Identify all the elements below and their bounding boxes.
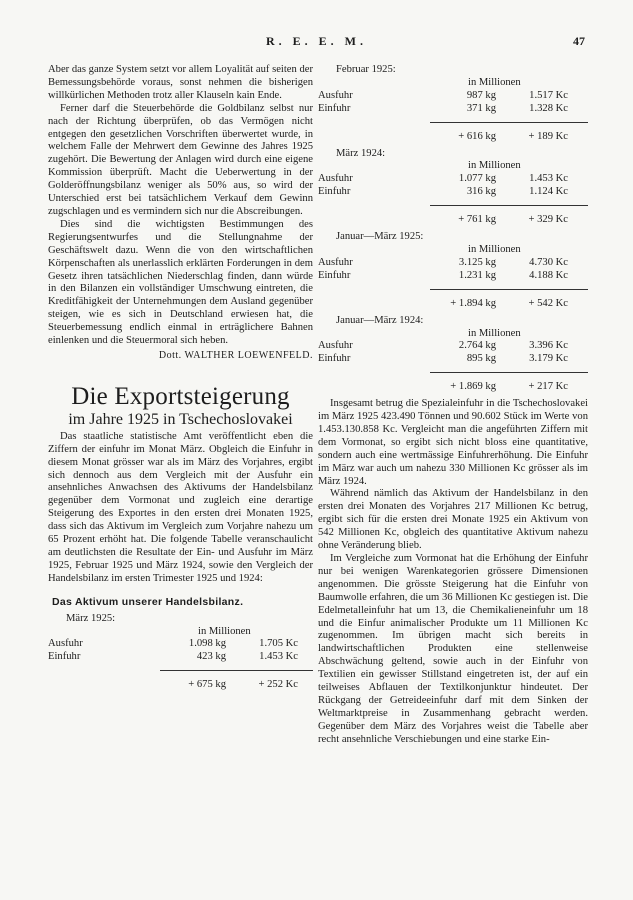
- table-title: Das Aktivum unserer Handelsbilanz.: [52, 595, 244, 608]
- table-row: [318, 173, 588, 186]
- paragraph: Dies sind die wichtigsten Bestimmungen des Regierungsentwurfes und die Stellungnahme der Geschäftswelt dazu. Wenn die von den wirtschaftlichen Körpenschaften als unerlasslich erklärten Forderungen in dem Gesetz ihren tatsächlichen Niederschlag finden, dann würde in den Bilanzen ein vollständiger Umschwung eintreten, die Kreditfähigkeit der Unternehmungen dem Ausland gegenüber steigen, wie es sich in Deutschland erwiesen hat, die Steuerbemessung endlich einmal in erträglichere Bahnen einlenken und die Steuermoral sich heben.: [48, 218, 313, 347]
- row-label: Ausfuhr: [318, 256, 353, 268]
- table-period: Januar—März 1925:: [336, 231, 424, 243]
- row-kc: 1.328 Kc: [529, 102, 568, 114]
- trade-table-maerz-1924: [318, 148, 588, 228]
- sum-kc: + 542 Kc: [528, 297, 568, 309]
- trade-table-q1-1924: [318, 315, 588, 395]
- page-header: [0, 34, 633, 50]
- table-row: [318, 186, 588, 199]
- table-unit: in Millionen: [468, 327, 521, 339]
- row-kg: 1.098 kg: [188, 638, 226, 650]
- row-kc: 4.730 Kc: [529, 256, 568, 268]
- table-row: [318, 353, 588, 366]
- article-subheadline: im Jahre 1925 in Tschechoslovakei: [68, 410, 293, 428]
- paragraph: Während nämlich das Aktivum der Handelsbilanz in den ersten drei Monaten des Vorjahres 217 Millionen Kc betrug, ergibt sich für die ersten drei Monate 1925 ein Aktivum von 542 Millionen Kc, obgleich des quantitative Aktivum nahezu ohne Veränderung blieb.: [318, 488, 588, 552]
- table-period: März 1925:: [66, 612, 116, 624]
- table-unit: in Millionen: [468, 76, 521, 88]
- row-kc: 1.517 Kc: [529, 89, 568, 101]
- table-row: [318, 257, 588, 270]
- row-kg: 895 kg: [466, 353, 496, 365]
- row-label: Einfuhr: [318, 102, 351, 114]
- row-kg: 3.125 kg: [458, 256, 496, 268]
- table-sum-row: [430, 205, 588, 227]
- paragraph: Im Vergleiche zum Vormonat hat die Erhöhung der Einfuhr nur bei wenigen Warenkategorien grössere Dimensionen angenommen. Die grösste Steigerung hat die Einfuhr von Baumwolle erfahren, die um 36 Millionen Kc gestiegen ist. Die Edelmetalleinfuhr hat um 13, die Chemikalieneinfuhr um 18 und die Einfur animalischer Produkte um 11 Millionen Kc zugenommen. Im übrigen macht sich bereits in landwirtschaftlichen Produkten eine stellenweise Abschwächung geltend, sowie auch in der Einfuhr von Textilien ein gewisser Stillstand eingetreten ist, der auf ein teilweises Abflauen der Textilkonjunktur hindeutet. Der Rückgang der Getreideeinfuhr darf mit dem Sinken der Weltmarktpreise in Zusammenhang gebracht werden. Gegenüber dem März des Vorjahres weist die Tabelle aber recht ansehnliche Verschiebungen und eine starke Ein-: [318, 553, 588, 745]
- table-period: Februar 1925:: [336, 64, 396, 75]
- row-kg: 987 kg: [466, 89, 496, 101]
- table-sum-row: [430, 122, 588, 144]
- table-sum-row: [430, 289, 588, 311]
- table-row: [48, 638, 313, 651]
- row-kc: 1.124 Kc: [529, 186, 568, 198]
- right-column: [318, 64, 588, 747]
- row-kc: 1.705 Kc: [259, 638, 298, 650]
- row-kc: 3.396 Kc: [529, 340, 568, 352]
- sum-kg: + 761 kg: [458, 214, 496, 226]
- row-kc: 1.453 Kc: [529, 173, 568, 185]
- row-kg: 1.231 kg: [458, 269, 496, 281]
- row-label: Ausfuhr: [318, 173, 353, 185]
- sum-kc: + 189 Kc: [528, 130, 568, 142]
- row-kc: 1.453 Kc: [259, 651, 298, 663]
- row-kc: 3.179 Kc: [529, 353, 568, 365]
- sum-kg: + 1.894 kg: [450, 297, 496, 309]
- paragraph: Aber das ganze System setzt vor allem Loyalität auf seiten der Bemessungsbehörde voraus, sonst nehmen die bisherigen willkürlichen Methoden trotz aller Klauseln kain Ende.: [48, 64, 313, 101]
- row-label: Einfuhr: [318, 269, 351, 281]
- trade-table-q1-1925: [318, 231, 588, 311]
- row-label: Einfuhr: [318, 186, 351, 198]
- table-unit: in Millionen: [198, 625, 251, 637]
- table-row: [318, 103, 588, 116]
- left-column: [48, 64, 313, 696]
- row-kc: 4.188 Kc: [529, 269, 568, 281]
- row-kg: 1.077 kg: [458, 173, 496, 185]
- table-sum-row: [430, 372, 588, 394]
- row-kg: 423 kg: [196, 651, 226, 663]
- page-number: 47: [573, 34, 585, 48]
- row-kg: 316 kg: [466, 186, 496, 198]
- table-unit: in Millionen: [468, 160, 521, 172]
- article-headline: Die Exportsteigerung: [71, 382, 290, 410]
- row-label: Ausfuhr: [318, 89, 353, 101]
- sum-kg: + 1.869 kg: [450, 381, 496, 393]
- sum-kg: + 616 kg: [458, 130, 496, 142]
- table-row: [48, 651, 313, 664]
- paragraph: Insgesamt betrug die Spezialeinfuhr in die Tschechoslovakei im März 1925 423.490 Tönnen und 90.602 Stück im Werte von 1.453.130.858 Kc. Vergleicht man die angeführten Ziffern mit dem Vormonat, so ergibt sich nicht bloss eine quantitative, sondern auch eine wertmässige Einfuhrerhöhung. Die Einfuhr im März war auch um nahezu 330 Millionen Kc grösser als im März 1924.: [318, 398, 588, 487]
- row-label: Ausfuhr: [318, 340, 353, 352]
- row-kg: 2.764 kg: [458, 340, 496, 352]
- trade-table-februar-1925: [318, 64, 588, 144]
- sum-kg: + 675 kg: [188, 679, 226, 691]
- journal-title: R. E. E. M.: [266, 34, 367, 48]
- table-period: Januar—März 1924:: [336, 314, 424, 326]
- table-sum-row: [160, 670, 313, 692]
- table-row: [318, 270, 588, 283]
- paragraph: Ferner darf die Steuerbehörde die Goldbilanz selbst nur nach der Richtung überprüfen, ob das Vermögen nicht entgegen den gesetzlichen Vorschriften überwertet wurde, in welchem Falle der Mehrwert dem Gewinne des Jahres 1925 zugehört. Die Bewertung der Anlagen wird durch eine eigene Kommission überprüft. Macht die Ueberwertung in der Golderöffnungsbilanz weniger als 50% aus, so wird der Unterschied erst bei tatsächlichem Verkauf dem Gewinn zugschlagen und es vermindern sich nur die Abscreibungen.: [48, 102, 313, 217]
- row-kg: 371 kg: [466, 102, 496, 114]
- row-label: Einfuhr: [318, 353, 351, 365]
- sum-kc: + 329 Kc: [528, 214, 568, 226]
- table-row: [318, 90, 588, 103]
- table-period: März 1924:: [336, 147, 386, 159]
- author-signature: Dott. WALTHER LOEWENFELD.: [158, 349, 313, 361]
- sum-kc: + 252 Kc: [258, 679, 298, 691]
- table-row: [318, 340, 588, 353]
- trade-table-maerz-1925: [48, 613, 313, 693]
- table-unit: in Millionen: [468, 243, 521, 255]
- article-paragraph: Das staatliche statistische Amt veröffentlicht eben die Ziffern der einfuhr im Monat März. Obgleich die Einfuhr in diesem Monat grösser war als im März des Vorjahres, ergibt sich dennoch aus dem Vergleich mit der Ausfuhr ein ansehnliches Anwachsen des Aktivums der Handelsbilanz gegenüber dem Vormonat und zugleich eine derartige Steigerung des Exportes in den ersten drei Monaten 1925, dass sich das Aktivum im Vergleich zum Vorjahre nahezu um 65 Prozent erhöht hat. Die folgende Tabelle veranschaulicht am deutlichsten die Resultate der Ein- und Ausfuhr im März 1925, Februar 1925 und März 1924, sowie den Vergleich der Handelsbilanz im ersten Trimester 1925 und 1924:: [48, 430, 313, 584]
- row-label: Einfuhr: [48, 651, 81, 663]
- sum-kc: + 217 Kc: [528, 381, 568, 393]
- row-label: Ausfuhr: [48, 638, 83, 650]
